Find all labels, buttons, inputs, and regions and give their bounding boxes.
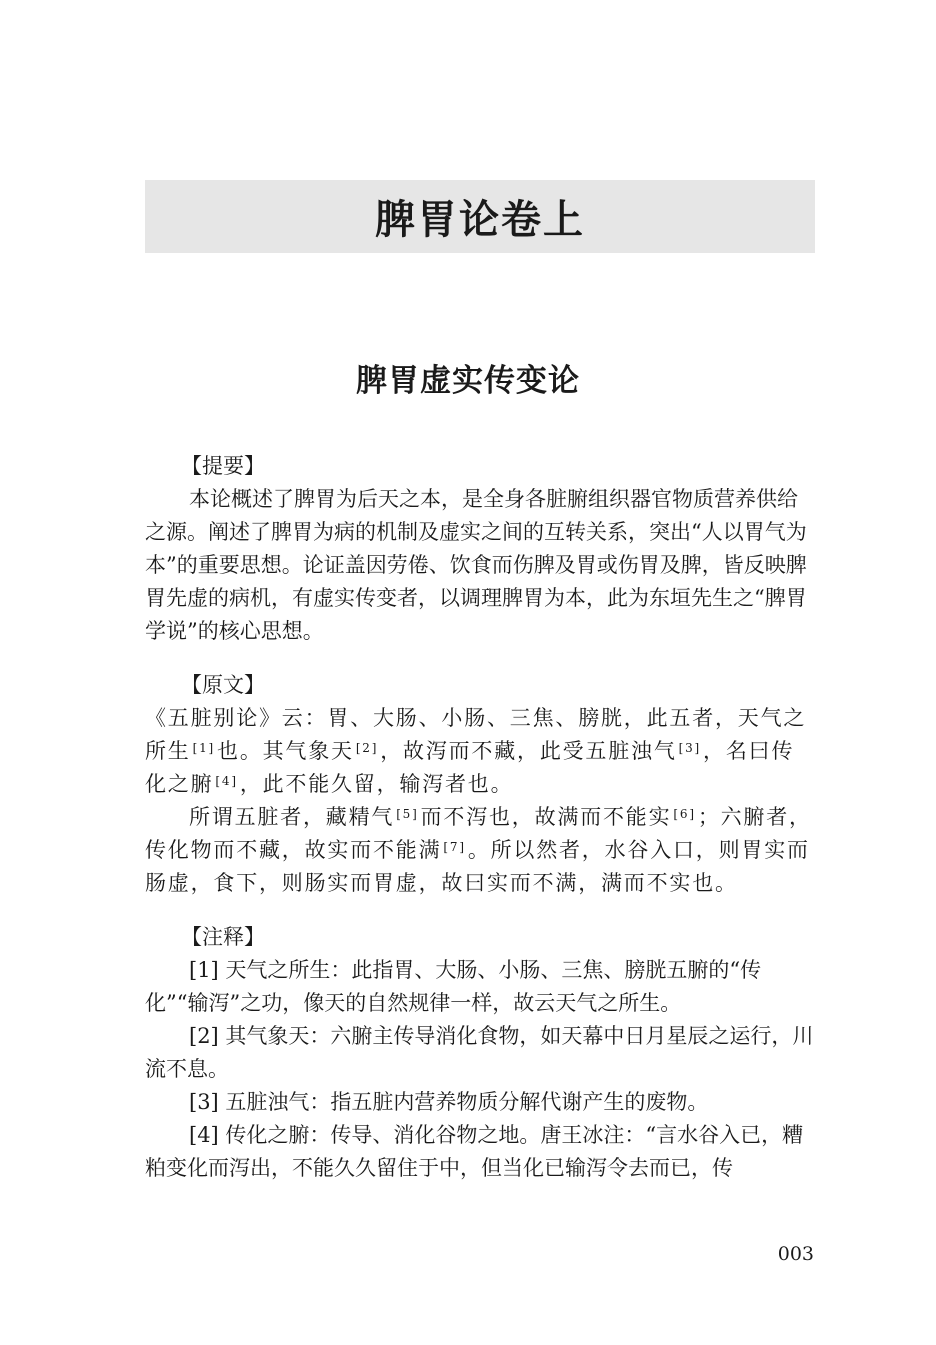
- original-paragraph-2: [145, 801, 817, 900]
- original-p1-text-b: 也。其气象天: [217, 739, 354, 763]
- note-ref-3: [3]: [678, 741, 702, 755]
- note-ref-1: [1]: [192, 741, 216, 755]
- original-p2-text-a: 所谓五脏者，藏精气: [189, 805, 395, 829]
- volume-title-banner: [145, 180, 815, 253]
- original-p2-text-d: 。所以然者，水谷入口，则胃实而肠虚，食下，则肠实而胃虚，故曰实而不满，满而不实也。: [145, 838, 810, 895]
- note-ref-4: [4]: [215, 774, 238, 788]
- original-p1-text-d: ，名曰传化之腑: [145, 739, 795, 796]
- note-ref-5: [5]: [396, 807, 419, 821]
- note-ref-2: [2]: [355, 741, 379, 755]
- original-p1-text-c: ，故泻而不藏，此受五脏浊气: [380, 739, 677, 763]
- note-item-2: [2] 其气象天：六腑主传导消化食物，如天幕中日月星辰之运行，川流不息。: [145, 1024, 814, 1081]
- notes-heading: 【注释】: [181, 925, 265, 949]
- original-heading: 【原文】: [181, 673, 265, 697]
- chapter-title: 脾胃虚实传变论: [356, 363, 580, 399]
- original-p1-text-e: ，此不能久留，输泻者也。: [239, 772, 514, 796]
- note-item-3: [3] 五脏浊气：指五脏内营养物质分解代谢产生的废物。: [189, 1090, 709, 1114]
- summary-text: 本论概述了脾胃为后天之本，是全身各脏腑组织器官物质营养供给之源。阐述了脾胃为病的机制及虚实之间的互转关系，突出“人以胃气为本”的重要思想。论证盖因劳倦、饮食而伤脾及胃或伤胃及脾，皆反映脾胃先虚的病机，有虚实传变者，以调理脾胃为本，此为东垣先生之“脾胃学说”的核心思想。: [145, 487, 807, 643]
- summary-heading: 【提要】: [181, 454, 265, 478]
- original-p1-text-a: 《五脏别论》云：胃、大肠、小肠、三焦、膀胱，此五者，天气之所生: [145, 706, 807, 763]
- note-item-4: [4] 传化之腑：传导、消化谷物之地。唐王冰注：“言水谷入已，糟粕变化而泻出，不能久久留住于中，但当化已输泻令去而已，传: [145, 1123, 804, 1180]
- note-ref-7: [7]: [443, 840, 466, 854]
- original-paragraph-1: [145, 702, 817, 801]
- volume-title: 脾胃论卷上: [375, 196, 585, 243]
- note-item-1: [1] 天气之所生：此指胃、大肠、小肠、三焦、膀胱五腑的“传化”“输泻”之功，像天的自然规律一样，故云天气之所生。: [145, 958, 762, 1015]
- page-body: [145, 450, 817, 1185]
- original-p2-text-b: 而不泻也，故满而不能实: [420, 805, 672, 829]
- note-ref-6: [6]: [673, 807, 696, 821]
- original-p2-text-c: ；六腑者，传化物而不藏，故实而不能满: [145, 805, 812, 862]
- page-number: 003: [777, 1243, 814, 1265]
